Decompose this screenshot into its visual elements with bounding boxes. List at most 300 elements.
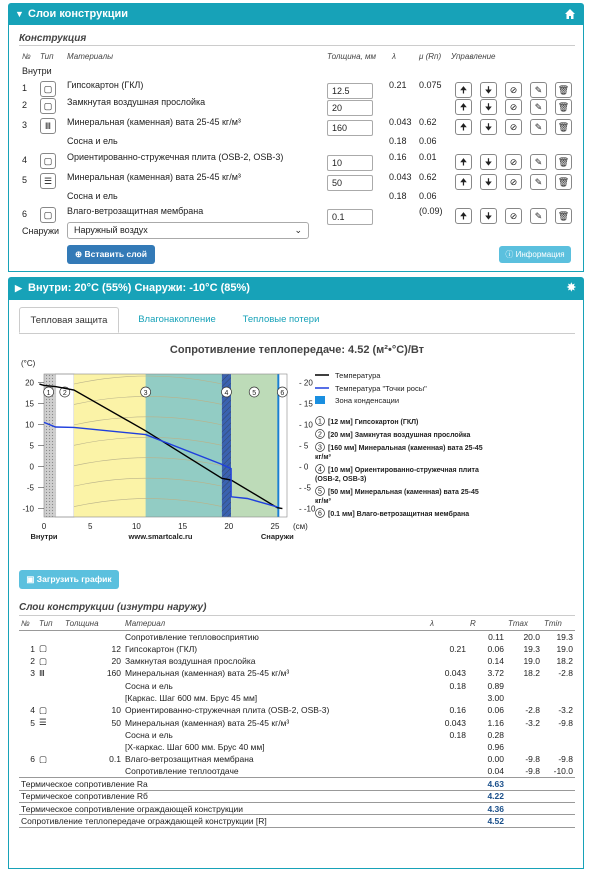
arrow-down-button[interactable] (480, 208, 497, 224)
lines-icon: ☰ (43, 176, 53, 186)
legend-layer-number: 1 (318, 418, 322, 426)
layer-material[interactable]: Минеральная (каменная) вата 25-45 кг/м³ (67, 172, 241, 182)
outside-label: Снаружи (22, 226, 60, 236)
pencil-icon: ✎ (534, 102, 543, 112)
res-lambda: 0.043 (444, 717, 466, 728)
x-tick-label: 25 (270, 522, 280, 531)
res-r: 1.16 (487, 717, 504, 728)
layer-thickness-input[interactable]: 50 (327, 175, 373, 191)
layer-number-marker-label: 1 (46, 390, 51, 397)
y-tick-label-right: - 5 (299, 441, 309, 451)
y-tick-label-right: - 10 (299, 420, 313, 430)
res-thickness (63, 679, 123, 691)
layer-type-button[interactable] (40, 153, 56, 169)
res-no: 2 (30, 656, 35, 667)
res-tmin: -9.8 (558, 754, 573, 765)
arrow-up-button[interactable] (455, 119, 472, 135)
pencil-icon: ✎ (534, 211, 543, 221)
legend-layer-text: [20 мм] Замкнутая воздушная прослойка (328, 432, 471, 439)
tab-thermal-protection[interactable]: Тепловая защита (19, 307, 119, 333)
res-tmax (506, 679, 542, 691)
res-col-material: Материал (125, 619, 166, 629)
y-tick-label-left: 0 (29, 462, 34, 472)
layers-panel-header[interactable] (8, 3, 584, 25)
layer-material[interactable]: Гипсокартон (ГКЛ) (67, 80, 144, 90)
res-thickness: 0.1 (109, 754, 121, 765)
layer-material[interactable]: Влаго-ветрозащитная мембрана (67, 206, 204, 216)
y-tick-label-left: 10 (25, 420, 34, 430)
res-lambda (428, 766, 468, 778)
arrow-up-icon: 🠉 (459, 85, 468, 95)
res-tmax: 19.3 (523, 643, 540, 654)
res-material: Замкнутая воздушная прослойка (125, 656, 256, 667)
layer-type-button[interactable] (40, 81, 56, 97)
legend-layer-text-cont: кг/м³ (315, 454, 331, 461)
res-lambda: 0.18 (449, 729, 466, 740)
res-thickness: 50 (111, 717, 121, 728)
res-thickness (63, 766, 123, 778)
check-circle-button[interactable] (505, 82, 522, 98)
legend-layer-text: [12 мм] Гипсокартон (ГКЛ) (328, 419, 419, 426)
pencil-button[interactable] (530, 99, 547, 115)
trash-icon: 🗑 (557, 122, 570, 132)
res-tmin (542, 679, 575, 691)
res-col-lambda: λ (430, 619, 434, 629)
trash-button[interactable] (555, 82, 572, 98)
trash-button[interactable] (555, 154, 572, 170)
arrow-up-icon: 🠉 (459, 122, 468, 132)
chart-title: Сопротивление теплопередаче: 4.52 (м²•°C)/Вт (169, 344, 425, 356)
layer-number-marker-label: 2 (62, 390, 67, 397)
res-material: Минеральная (каменная) вата 25-45 кг/м³ (125, 717, 290, 728)
trash-button[interactable] (555, 119, 572, 135)
col-type: Тип (40, 52, 54, 61)
res-type (37, 679, 63, 691)
legend-layer-number: 2 (318, 431, 322, 439)
check-circle-icon: ⊘ (509, 211, 518, 221)
res-material: Влаго-ветрозащитная мембрана (125, 754, 254, 765)
y-tick-label-left: 20 (25, 378, 34, 388)
insert-layer-button[interactable]: ⊕ Вставить слой (67, 245, 155, 264)
bars-icon: Ⅲ (39, 667, 45, 678)
res-tmax: -9.8 (525, 754, 540, 765)
arrow-down-icon: 🠋 (484, 177, 493, 187)
pencil-icon: ✎ (534, 85, 543, 95)
legend-zone-swatch (315, 396, 325, 404)
square-icon: ▢ (39, 643, 48, 654)
trash-button[interactable] (555, 208, 572, 224)
res-tmin (542, 729, 575, 741)
summary-value: 4.52 (487, 815, 504, 826)
res-tmin (542, 741, 575, 753)
res-thickness: 160 (106, 668, 121, 679)
res-r: 0.11 (488, 631, 504, 642)
square-icon: ▢ (43, 84, 53, 94)
res-no (19, 741, 37, 753)
trash-icon: 🗑 (557, 211, 570, 221)
legend-layer-number: 5 (318, 488, 322, 496)
arrow-up-icon: 🠉 (459, 157, 468, 167)
y-tick-label-right: - -10 (299, 504, 316, 514)
tab-heat-loss[interactable]: Тепловые потери (242, 314, 320, 325)
res-lambda: 0.16 (449, 705, 466, 716)
arrow-down-icon: 🠋 (484, 85, 493, 95)
check-circle-button[interactable] (505, 154, 522, 170)
y-tick-label-right: - 15 (299, 399, 313, 409)
info-circle-icon: ⓘ (505, 250, 514, 259)
layer-number-marker-label: 6 (280, 390, 285, 397)
x-tick-label: 0 (41, 522, 47, 531)
summary-row (19, 802, 575, 814)
result-row (19, 643, 575, 655)
res-tmax: 19.0 (523, 656, 540, 667)
legend-series-label: Температура (335, 371, 381, 380)
sun-icon[interactable]: ✸ (566, 282, 576, 294)
result-row (19, 630, 575, 642)
layer-thickness-input[interactable]: 160 (327, 120, 373, 136)
layer-number-marker-label: 5 (252, 390, 257, 397)
info-button[interactable]: ⓘ Информация (499, 246, 571, 263)
tabs-bar (19, 307, 575, 334)
res-thickness: 12 (111, 643, 121, 654)
layer-lambda: 0.16 (389, 152, 407, 162)
res-lambda (428, 655, 468, 667)
res-tmax (506, 692, 542, 704)
res-material: Сосна и ель (125, 680, 173, 691)
col-materials: Материалы (67, 52, 113, 61)
layer-thickness-input[interactable]: 10 (327, 155, 373, 171)
plus-circle-icon: ⊕ (75, 249, 83, 259)
res-col-r: R (470, 619, 476, 629)
res-tmin: -3.2 (558, 705, 573, 716)
res-material: [Каркас. Шаг 600 мм. Брус 45 мм] (125, 692, 258, 703)
result-row (19, 753, 575, 765)
res-tmax: 20.0 (523, 631, 540, 642)
res-type (37, 704, 63, 716)
res-tmin: -10.0 (553, 766, 573, 777)
res-lambda (428, 741, 468, 753)
layer-lambda: 0.043 (389, 172, 412, 182)
square-icon: ▢ (39, 704, 48, 715)
check-circle-icon: ⊘ (509, 122, 518, 132)
layer-no: 4 (22, 155, 28, 165)
res-type (37, 667, 63, 679)
res-no: 6 (30, 754, 35, 765)
save-icon: ▣ (26, 574, 35, 584)
res-material: Ориентированно-стружечная плита (OSB-2, OSB-3) (125, 705, 330, 716)
result-row (19, 667, 575, 679)
col-mu: μ (Rп) (419, 52, 442, 61)
arrow-up-button[interactable] (455, 154, 472, 170)
res-col-tmin: Tmin (544, 619, 562, 629)
result-row (19, 766, 575, 778)
res-col-type: Тип (39, 619, 53, 629)
square-icon: ▢ (43, 210, 53, 220)
inside-label: Внутри (22, 66, 52, 76)
results-panel (8, 299, 584, 869)
arrow-up-button[interactable] (455, 174, 472, 190)
layer-row (9, 97, 585, 117)
trash-icon: 🗑 (557, 177, 570, 187)
layer-type-button[interactable] (40, 118, 56, 134)
res-type (37, 716, 63, 728)
trash-button[interactable] (555, 174, 572, 190)
outside-select[interactable] (67, 222, 309, 239)
arrow-down-icon: 🠋 (484, 122, 493, 132)
res-tmax: 18.2 (523, 668, 540, 679)
layer-no: 2 (22, 100, 28, 110)
y-tick-label-right: - 0 (299, 462, 309, 472)
res-material: Сопротивление тепловосприятию (125, 631, 259, 642)
condensation-zone (143, 374, 222, 517)
summary-row (19, 815, 575, 827)
trash-icon: 🗑 (557, 85, 570, 95)
res-type (37, 741, 63, 753)
layer-row (9, 152, 585, 172)
trash-icon: 🗑 (557, 102, 570, 112)
layer-thickness-input[interactable]: 12.5 (327, 83, 373, 99)
res-no (19, 729, 37, 741)
res-thickness (63, 729, 123, 741)
layer-no: 6 (22, 209, 28, 219)
res-tmin: -2.8 (558, 668, 573, 679)
res-lambda: 0.18 (449, 680, 466, 691)
x-left-label: Внутри (30, 532, 58, 541)
layer-sub-material: Сосна и ель (67, 191, 118, 201)
res-r: 0.14 (487, 656, 504, 667)
caret-down-icon: ▼ (15, 9, 24, 19)
layer-material[interactable]: Минеральная (каменная) вата 25-45 кг/м³ (67, 117, 241, 127)
layer-lambda: 0.043 (389, 117, 412, 127)
x-unit-label: (см) (293, 522, 308, 531)
square-icon: ▢ (43, 101, 53, 111)
summary-label: Сопротивление теплопередаче ограждающей конструкции [R] (21, 815, 267, 826)
arrow-down-button[interactable] (480, 119, 497, 135)
result-row (19, 741, 575, 753)
legend-layer-text: [50 мм] Минеральная (каменная) вата 25-45 (328, 489, 479, 496)
layer-no: 1 (22, 83, 28, 93)
res-type (37, 753, 63, 765)
layer-mu: 0.62 (419, 172, 437, 182)
check-circle-button[interactable] (505, 174, 522, 190)
col-no: № (22, 52, 31, 61)
res-material: Гипсокартон (ГКЛ) (125, 643, 198, 654)
summary-row (19, 778, 575, 790)
pencil-button[interactable] (530, 174, 547, 190)
result-row (19, 729, 575, 741)
arrow-up-icon: 🠉 (459, 102, 468, 112)
arrow-down-icon: 🠋 (484, 211, 493, 221)
res-type (37, 692, 63, 704)
layer-thickness-input[interactable]: 0.1 (327, 209, 373, 225)
res-no: 1 (30, 643, 35, 654)
legend-layer-text: [10 мм] Ориентированно-стружечная плита (328, 467, 479, 474)
check-circle-icon: ⊘ (509, 85, 518, 95)
construction-title: Конструкция (19, 33, 87, 44)
layer-type-button[interactable] (40, 98, 56, 114)
pencil-icon: ✎ (534, 177, 543, 187)
arrow-down-icon: 🠋 (484, 157, 493, 167)
res-r: 0.00 (487, 754, 504, 765)
x-mid-label: www.smartcalc.ru (128, 532, 193, 541)
pencil-button[interactable] (530, 82, 547, 98)
summary-label: Термическое сопротивление ограждающей конструкции (21, 803, 244, 814)
result-row (19, 716, 575, 728)
res-thickness (63, 741, 123, 753)
arrow-up-button[interactable] (455, 99, 472, 115)
layers-panel-title: Слои конструкции (28, 8, 129, 20)
results-title: Слои конструкции (изнутри наружу) (19, 602, 207, 613)
check-circle-button[interactable] (505, 99, 522, 115)
y-tick-label-right: - -5 (299, 483, 311, 493)
layer-mu: (0.09) (419, 206, 443, 216)
legend-layer-text: [0.1 мм] Влаго-ветрозащитная мембрана (328, 511, 470, 518)
pencil-button[interactable] (530, 154, 547, 170)
res-col-tmax: Tmax (508, 619, 528, 629)
x-tick-label: 15 (178, 522, 188, 531)
layer-no: 3 (22, 120, 28, 130)
summary-label: Термическое сопротивление Ra (21, 779, 148, 789)
res-r: 0.28 (487, 729, 504, 740)
check-circle-button[interactable] (505, 208, 522, 224)
layer-sub-lambda: 0.18 (389, 191, 407, 201)
res-tmin: 18.2 (556, 656, 573, 667)
construction-panel (8, 25, 584, 272)
layer-type-button[interactable] (40, 173, 56, 189)
res-type (37, 630, 63, 642)
col-thickness: Толщина, мм (327, 52, 376, 61)
res-lambda (428, 692, 468, 704)
res-r: 0.96 (487, 742, 504, 753)
res-tmin (542, 692, 575, 704)
layer-number-marker-label: 4 (224, 390, 229, 397)
summary-value: 4.63 (487, 779, 504, 789)
col-control: Управление (451, 52, 496, 61)
layer-material[interactable]: Ориентированно-стружечная плита (OSB-2, OSB-3) (67, 152, 284, 162)
layer-number-marker-label: 3 (143, 390, 148, 397)
x-tick-label: 20 (224, 522, 234, 531)
check-circle-button[interactable] (505, 119, 522, 135)
check-circle-icon: ⊘ (509, 157, 518, 167)
res-tmax (506, 741, 542, 753)
arrow-down-button[interactable] (480, 99, 497, 115)
caret-right-icon: ▶ (15, 283, 22, 293)
res-material: Минеральная (каменная) вата 25-45 кг/м³ (125, 668, 290, 679)
y-tick-label-left: -5 (26, 483, 34, 493)
layer-sub-lambda: 0.18 (389, 136, 407, 146)
conditions-panel-title: Внутри: 20°C (55%) Снаружи: -10°C (85%) (28, 282, 250, 294)
y-tick-label-right: - 20 (299, 378, 313, 388)
res-thickness: 20 (111, 656, 121, 667)
res-tmax: -3.2 (525, 717, 540, 728)
res-tmax (506, 729, 542, 741)
pencil-button[interactable] (530, 119, 547, 135)
arrow-up-button[interactable] (455, 208, 472, 224)
x-right-label: Снаружи (260, 532, 294, 541)
pencil-button[interactable] (530, 208, 547, 224)
tab-moisture[interactable]: Влагонакопление (138, 314, 216, 325)
square-icon: ▢ (39, 753, 48, 764)
res-col-no: № (21, 619, 30, 629)
result-row (19, 692, 575, 704)
res-thickness (63, 692, 123, 704)
layer-mu: 0.075 (419, 80, 442, 90)
layer-sub-material: Сосна и ель (67, 136, 118, 146)
legend-series-label: Температура "Точки росы" (335, 384, 427, 393)
res-no: 5 (30, 717, 35, 728)
y-tick-label-left: 15 (25, 399, 34, 409)
check-circle-icon: ⊘ (509, 102, 518, 112)
layer-type-button[interactable] (40, 207, 56, 223)
res-tmax: -2.8 (525, 705, 540, 716)
y-unit-label: (°C) (21, 359, 36, 368)
arrow-down-button[interactable] (480, 154, 497, 170)
res-no: 4 (30, 705, 35, 716)
res-r: 0.06 (487, 705, 504, 716)
check-circle-icon: ⊘ (509, 177, 518, 187)
res-no: 3 (30, 668, 35, 679)
lines-icon: ☰ (39, 717, 47, 728)
res-lambda (428, 630, 468, 642)
arrow-up-button[interactable] (455, 82, 472, 98)
summary-row (19, 790, 575, 802)
res-no (19, 630, 37, 642)
trash-button[interactable] (555, 99, 572, 115)
y-tick-label-left: -10 (22, 504, 34, 514)
res-r: 3.00 (487, 692, 504, 703)
res-no (19, 692, 37, 704)
layer-sub-mu: 0.06 (419, 136, 437, 146)
legend-layer-number: 3 (318, 444, 322, 452)
legend-layer-text-cont: кг/м³ (315, 498, 331, 505)
arrow-down-button[interactable] (480, 82, 497, 98)
res-tmin: 19.0 (556, 643, 573, 654)
y-tick-label-left: 5 (29, 441, 34, 451)
temperature-chart (9, 356, 585, 561)
bars-icon: Ⅲ (44, 121, 52, 131)
square-icon: ▢ (39, 655, 48, 666)
res-type (37, 729, 63, 741)
x-tick-label: 5 (87, 522, 93, 531)
col-lambda: λ (392, 52, 396, 61)
res-col-thickness: Толщина (65, 619, 99, 629)
load-chart-button[interactable]: ▣ Загрузить график (19, 570, 119, 589)
pencil-icon: ✎ (534, 122, 543, 132)
summary-value: 4.36 (487, 803, 504, 814)
res-material: [Х-каркас. Шаг 600 мм. Брус 40 мм] (125, 742, 265, 753)
summary-value: 4.22 (487, 791, 504, 802)
results-table (19, 618, 575, 828)
legend-layer-text: [160 мм] Минеральная (каменная) вата 25-45 (328, 445, 483, 452)
res-thickness: 10 (111, 705, 121, 716)
arrow-down-icon: 🠋 (484, 102, 493, 112)
conditions-panel-header[interactable] (8, 277, 584, 299)
legend-layer-text-cont: (OSB-2, OSB-3) (315, 476, 367, 483)
pencil-icon: ✎ (534, 157, 543, 167)
arrow-down-button[interactable] (480, 174, 497, 190)
summary-label: Термическое сопротивление Rб (21, 791, 148, 802)
res-material: Сопротивление теплоотдаче (125, 766, 239, 777)
result-row (19, 655, 575, 667)
res-lambda (428, 753, 468, 765)
res-type (37, 766, 63, 778)
res-lambda: 0.043 (444, 668, 466, 679)
layer-material[interactable]: Замкнутая воздушная прослойка (67, 97, 206, 107)
x-tick-label: 10 (131, 522, 141, 531)
arrow-up-icon: 🠉 (459, 177, 468, 187)
layer-lambda: 0.21 (389, 80, 407, 90)
layer-thickness-input[interactable]: 20 (327, 100, 373, 116)
